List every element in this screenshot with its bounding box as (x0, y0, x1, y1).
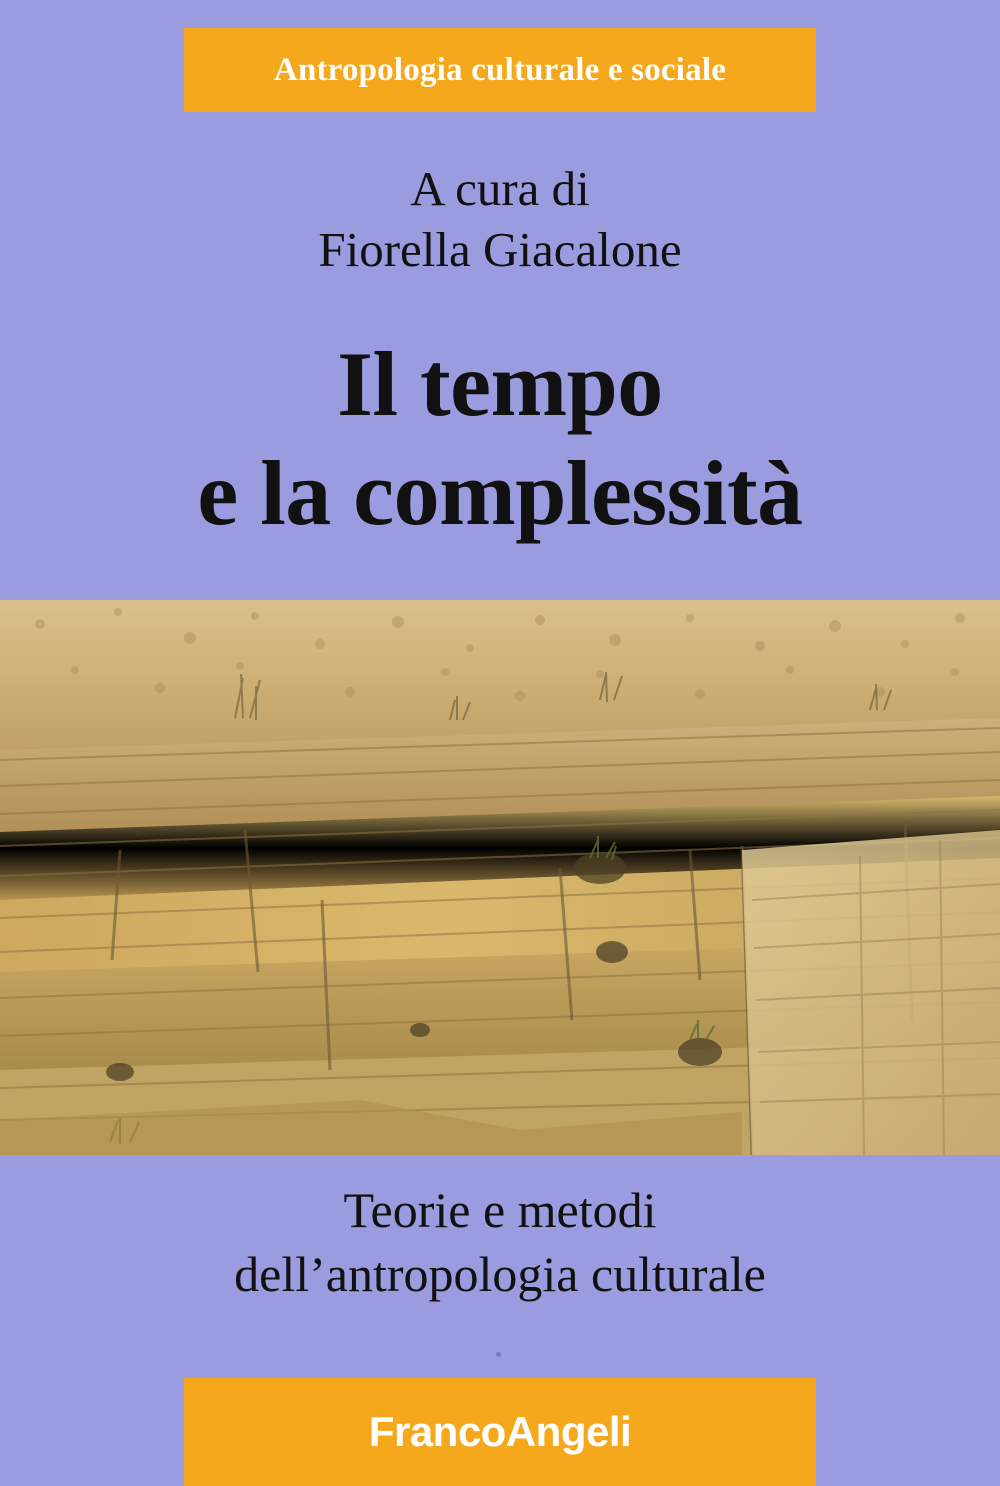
editor-name: Fiorella Giacalone (318, 222, 682, 278)
editor-prefix: A cura di (410, 161, 590, 216)
subtitle-line-2: dell’antropologia culturale (234, 1246, 766, 1302)
decorative-dot (496, 1352, 501, 1357)
publisher-name: FrancoAngeli (368, 1408, 632, 1455)
cover-photo (0, 600, 1000, 1155)
title-line-2: e la complessità (197, 441, 803, 544)
editor-credit (0, 158, 1000, 281)
title-line-1: Il tempo (337, 333, 663, 435)
subtitle-line-1: Teorie e metodi (343, 1182, 657, 1238)
publisher-banner (184, 1378, 816, 1486)
page-title (0, 330, 1000, 547)
series-label: Antropologia culturale e sociale (273, 51, 727, 88)
series-banner (184, 28, 816, 112)
rock-wall-illustration (0, 600, 1000, 1155)
page-subtitle (0, 1178, 1000, 1306)
